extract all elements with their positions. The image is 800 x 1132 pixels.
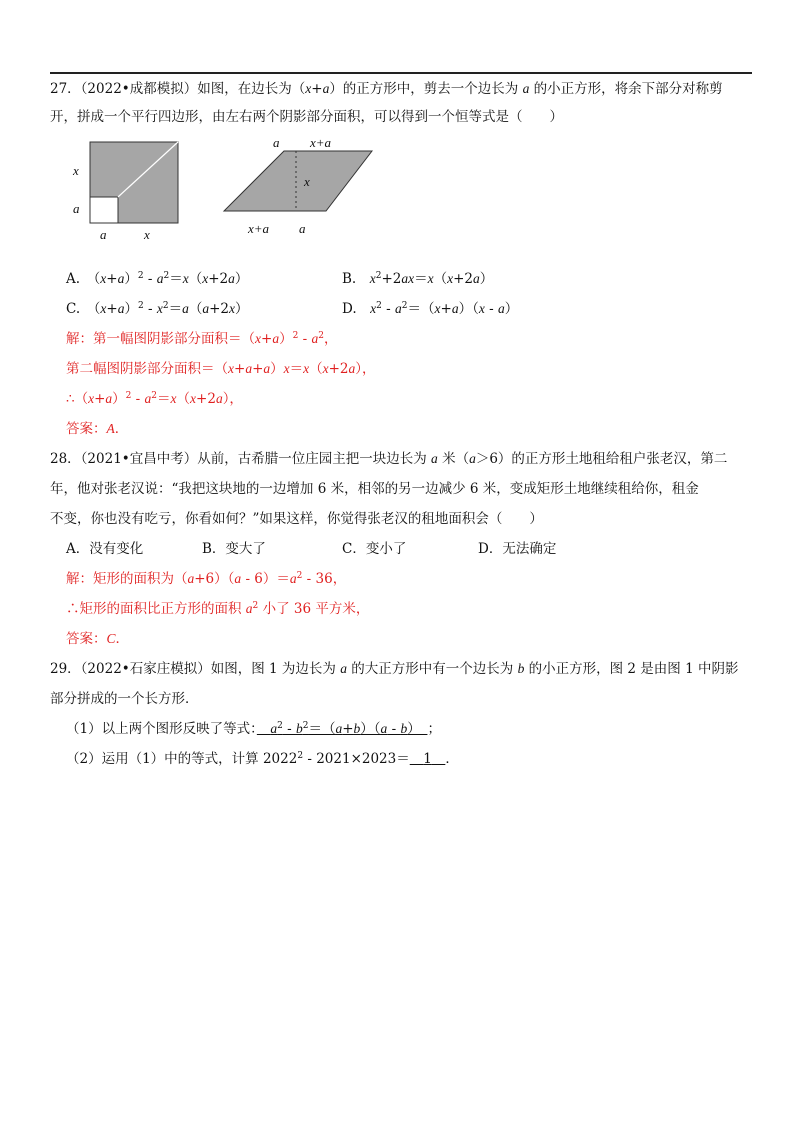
label-a-left: a [73, 201, 80, 216]
header-rule [50, 72, 752, 74]
label-p-a-top: a [273, 136, 280, 150]
q27-solution-3: $\therefore(x+a)^2 - a^2=x(x+2a)$， [66, 391, 243, 407]
q27-option-a: A. $(x+a)^2 - a^2=x(x+2a)$ [66, 271, 249, 287]
q27-option-d: D. $x^2 - a^2=(x+a)(x - a)$ [342, 301, 519, 317]
q28-option-d: D．无法确定 [478, 541, 557, 557]
q27-option-b: B. $x^2+2ax=x(x+2a)$ [342, 271, 494, 287]
q28-solution-2: ∴矩形的面积比正方形的面积 $a^2$ 小了 36 平方米， [66, 601, 370, 617]
label-a-bottom: a [100, 227, 107, 242]
q28-option-a: A．没有变化 [66, 541, 144, 557]
small-square-cut [90, 197, 118, 223]
label-x-bottom: x [144, 227, 150, 242]
parallelogram-shaded [224, 151, 372, 211]
q29-line-1: 29．（2022•石家庄模拟）如图，图 1 为边长为 a 的大正方形中有一个边长为 b 的小正方形，图 2 是由图 1 中阴影 [50, 661, 739, 677]
q27-solution-1: 解：第一幅图阴影部分面积$=(x+a)^2 - a^2$， [66, 331, 338, 347]
q28-line-3: 不变，你也没有吃亏，你看如何？”如果这样，你觉得张老汉的租地面积会（ ） [50, 511, 543, 527]
q28-line-2: 年，他对张老汉说：“我把这块地的一边增加 6 米，相邻的另一边减少 6 米，变成矩形土地继续租给你，租金 [50, 481, 699, 497]
q28-solution-1: 解：矩形的面积为$(a+6)(a - 6)=a^2 - 36$， [66, 571, 347, 587]
q29-part-1: （1）以上两个图形反映了等式： $a^2 - b^2=(a+b)(a - b)$ ； [66, 721, 441, 737]
q28-option-b: B．变大了 [202, 541, 266, 557]
q28-option-c: C．变小了 [342, 541, 407, 557]
q27-answer: 答案：A． [66, 421, 129, 437]
label-p-a-bottom: a [299, 221, 306, 236]
q27-option-c: C. $(x+a)^2 - x^2=a(a+2x)$ [66, 301, 249, 317]
label-p-xa-top: x+a [310, 136, 332, 150]
label-p-xa-bottom: x+a [248, 221, 270, 236]
q29-part-2: （2）运用（1）中的等式，计算 2022$^2$ - 2021×2023＝ 1 ． [66, 751, 459, 767]
q27-line-2: 开，拼成一个平行四边形，由左右两个阴影部分面积，可以得到一个恒等式是（ ） [50, 109, 563, 125]
q28-line-1: 28．（2021•宜昌中考）从前，古希腊一位庄园主把一块边长为 a 米（a＞6）的正方形土地租给租户张老汉，第二 [50, 451, 728, 467]
q27-solution-2: 第二幅图阴影部分面积＝（x+a+a）x＝x（x+2a）， [66, 361, 376, 377]
q27-figures [68, 136, 398, 244]
label-x-left: x [73, 163, 79, 178]
q28-answer: 答案：C． [66, 631, 130, 647]
q27-line-1: 27．（2022•成都模拟）如图，在边长为（x+a）的正方形中，剪去一个边长为 a 的小正方形，将余下部分对称剪 [50, 81, 723, 97]
label-p-x-mid: x [304, 174, 310, 189]
q29-line-2: 部分拼成的一个长方形． [50, 691, 199, 707]
